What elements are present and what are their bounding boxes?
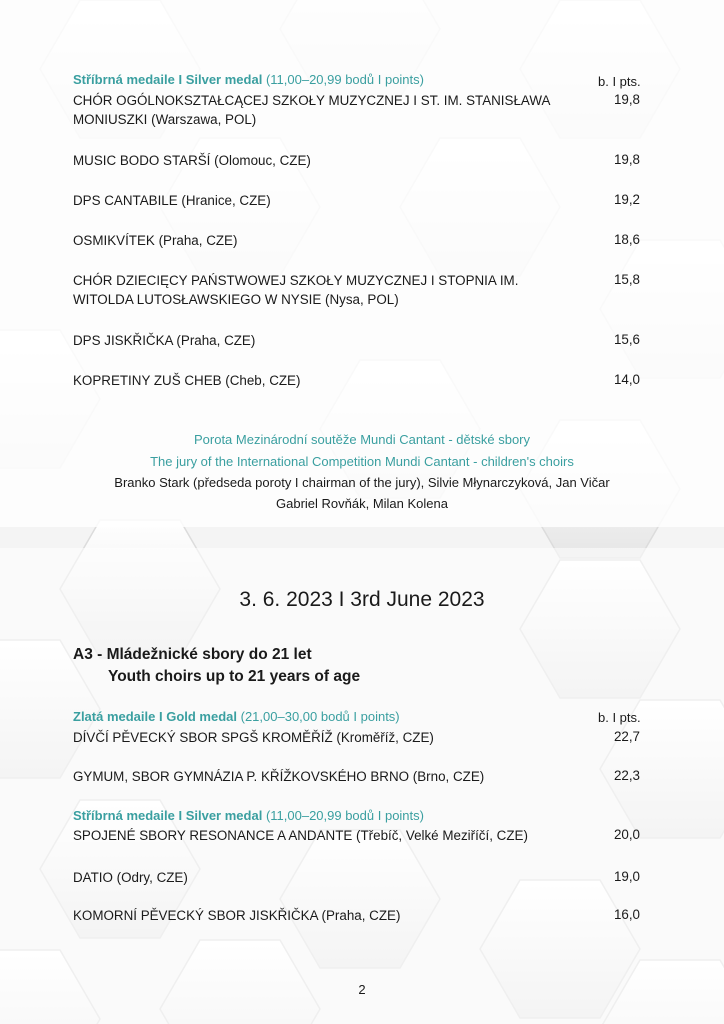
score: 14,0: [613, 372, 640, 387]
choir-name: DÍVČÍ PĚVECKÝ SBOR SPGŠ KROMĚŘÍŽ (Kroměříž, CZE): [73, 730, 434, 745]
choir-name-cont: WITOLDA LUTOSŁAWSKIEGO W NYSIE (Nysa, POL): [73, 292, 399, 307]
list-item: [73, 331, 255, 350]
list-item: [73, 868, 188, 887]
choir-name-cont: MONIUSZKI (Warszawa, POL): [73, 112, 257, 127]
list-item: [73, 371, 300, 390]
list-item: [73, 728, 434, 747]
score: 20,0: [613, 827, 640, 842]
jury-members-cont: Gabriel Rovňák, Milan Kolena: [276, 496, 448, 511]
choir-name: KOMORNÍ PĚVECKÝ SBOR JISKŘIČKA (Praha, CZE): [73, 908, 401, 923]
list-item: [73, 826, 528, 845]
score: 19,8: [613, 92, 640, 107]
date-heading: 3. 6. 2023 I 3rd June 2023: [239, 588, 485, 611]
choir-name: MUSIC BODO STARŠÍ (Olomouc, CZE): [73, 153, 311, 168]
score: 22,3: [613, 768, 640, 783]
silver-medal-heading: [73, 72, 424, 87]
choir-name: GYMUM, SBOR GYMNÁZIA P. KŘÍŽKOVSKÉHO BRNO (Brno, CZE): [73, 769, 485, 784]
category-title: A3 - Mládežnické sbory do 21 let: [73, 646, 312, 663]
choir-name: DATIO (Odry, CZE): [73, 870, 188, 885]
choir-name: CHÓR DZIECIĘCY PAŃSTWOWEJ SZKOŁY MUZYCZNEJ I STOPNIA IM.: [73, 273, 519, 288]
jury-title-en: The jury of the International Competition Mundi Cantant - children's choirs: [150, 454, 574, 469]
medal-range: (21,00–30,00 bodů I points): [240, 709, 400, 724]
silver-medal-heading: [73, 808, 424, 823]
choir-name: CHÓR OGÓLNOKSZTAŁCĄCEJ SZKOŁY MUZYCZNEJ I ST. IM. STANISŁAWA: [73, 93, 551, 108]
medal-range: (11,00–20,99 bodů I points): [265, 808, 424, 823]
score: 15,8: [613, 272, 640, 287]
medal-name: Stříbrná medaile I Silver medal: [73, 72, 263, 87]
score: 16,0: [613, 907, 640, 922]
score: 22,7: [613, 729, 640, 744]
choir-name: DPS CANTABILE (Hranice, CZE): [73, 193, 271, 208]
choir-name: DPS JISKŘIČKA (Praha, CZE): [73, 333, 256, 348]
list-item: [73, 151, 311, 170]
list-item: [73, 906, 400, 925]
score: 19,0: [613, 869, 640, 884]
score: 19,2: [613, 192, 640, 207]
choir-name: SPOJENÉ SBORY RESONANCE A ANDANTE (Třebíč, Velké Meziříčí, CZE): [73, 828, 528, 843]
jury-members: Branko Stark (předseda poroty I chairman of the jury), Silvie Młynarczyková, Jan Vičar: [114, 475, 610, 490]
list-item: [73, 767, 484, 786]
points-header: b. I pts.: [598, 74, 641, 89]
jury-title-cz: Porota Mezinárodní soutěže Mundi Cantant - dětské sbory: [193, 432, 530, 447]
list-item: [73, 231, 237, 250]
gold-medal-heading: [73, 709, 400, 724]
list-item: [73, 191, 271, 210]
score: 15,6: [613, 332, 640, 347]
score: 19,8: [613, 152, 640, 167]
medal-range: (11,00–20,99 bodů I points): [265, 72, 424, 87]
choir-name: KOPRETINY ZUŠ CHEB (Cheb, CZE): [73, 373, 301, 388]
page-number: 2: [358, 982, 366, 997]
list-item: [73, 271, 518, 309]
medal-name: Zlatá medaile I Gold medal: [73, 709, 237, 724]
points-header: b. I pts.: [598, 710, 641, 725]
choir-name: OSMIKVÍTEK (Praha, CZE): [73, 233, 238, 248]
category-subtitle: Youth choirs up to 21 years of age: [108, 668, 361, 685]
medal-name: Stříbrná medaile I Silver medal: [73, 808, 263, 823]
list-item: [73, 91, 550, 129]
score: 18,6: [613, 232, 640, 247]
